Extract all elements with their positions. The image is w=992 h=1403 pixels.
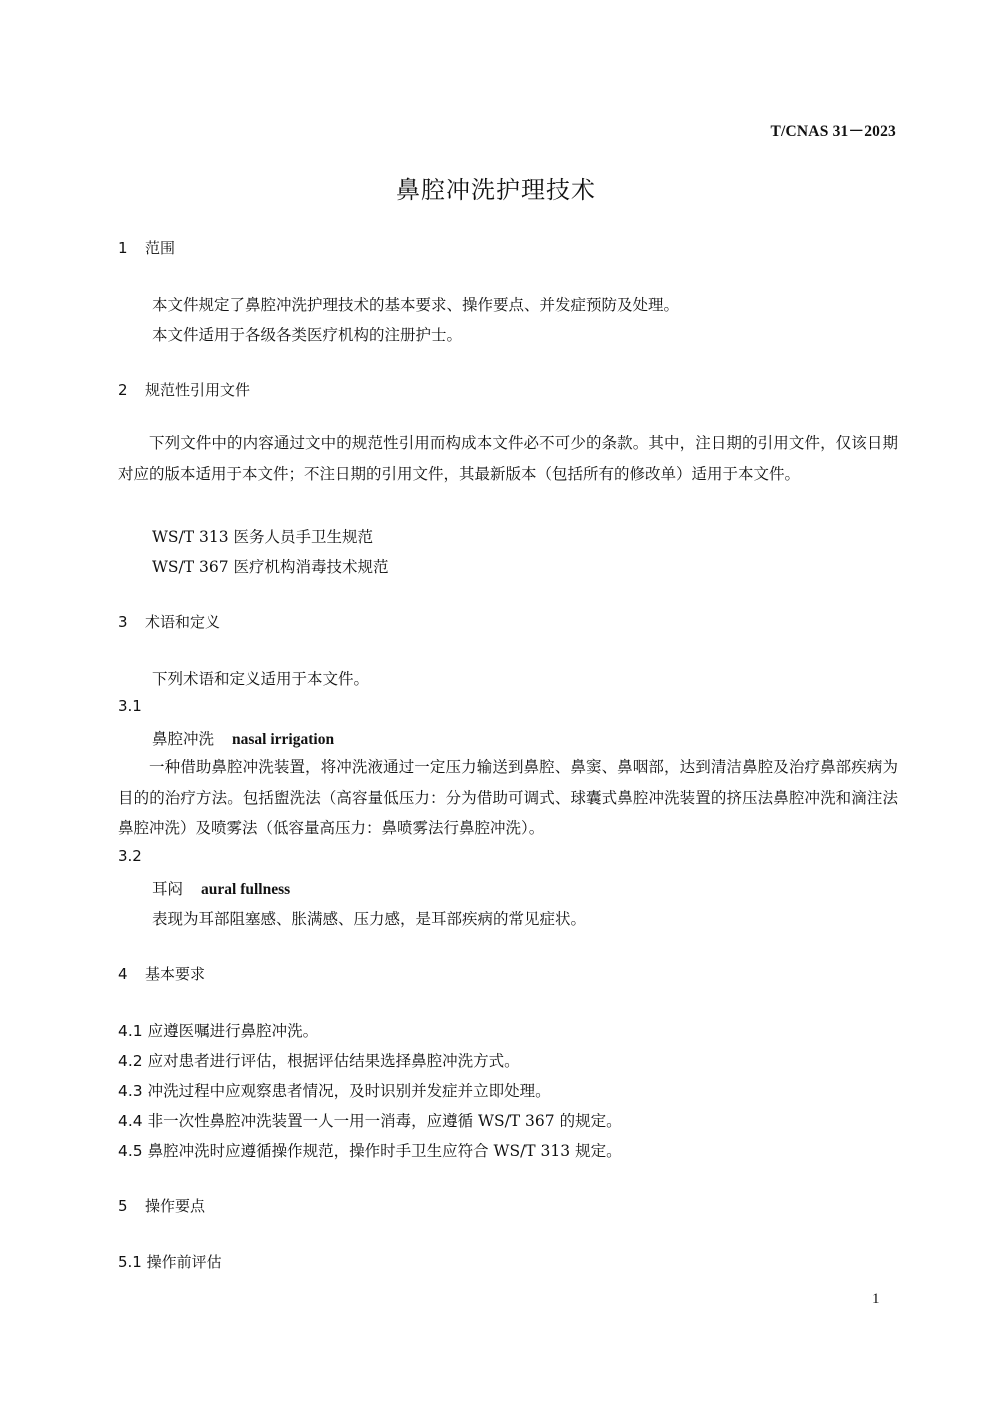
section-3-heading — [118, 611, 220, 632]
term-3-1-title — [152, 727, 334, 749]
requirement-number: 4.1 — [118, 1022, 143, 1040]
reference-ws-t-313: WS/T 313 医务人员手卫生规范 — [152, 528, 374, 546]
section-number: 2 — [118, 381, 128, 399]
requirement-text: 鼻腔冲洗时应遵循操作规范，操作时手卫生应符合 WS/T 313 规定。 — [147, 1142, 622, 1160]
section-number: 1 — [118, 239, 128, 257]
term-english: nasal irrigation — [232, 731, 335, 748]
section-5-heading — [118, 1195, 205, 1216]
requirement-number: 4.4 — [118, 1112, 143, 1130]
reference-ws-t-367: WS/T 367 医疗机构消毒技术规范 — [152, 558, 389, 576]
section-2-paragraph: 下列文件中的内容通过文中的规范性引用而构成本文件必不可少的条款。其中，注日期的引用文件，仅该日期对应的版本适用于本文件；不注日期的引用文件，其最新版本（包括所有的修改单）适用于本文件。 — [118, 434, 898, 483]
requirement-4-5 — [118, 1139, 622, 1161]
section-title: 术语和定义 — [145, 613, 221, 631]
requirement-4-2 — [118, 1049, 520, 1071]
document-code: T/CNAS 31－2023 — [770, 123, 896, 140]
term-3-2-definition: 表现为耳部阻塞感、胀满感、压力感，是耳部疾病的常见症状。 — [152, 910, 587, 928]
requirement-number: 4.5 — [118, 1142, 143, 1160]
section-title: 范围 — [145, 239, 176, 257]
document-title: 鼻腔冲洗护理技术 — [396, 176, 596, 204]
requirement-4-4 — [118, 1109, 622, 1131]
term-chinese: 耳闷 — [152, 880, 184, 898]
requirement-text: 非一次性鼻腔冲洗装置一人一用一消毒，应遵循 WS/T 367 的规定。 — [147, 1112, 622, 1130]
requirement-text: 冲洗过程中应观察患者情况，及时识别并发症并立即处理。 — [147, 1082, 551, 1100]
requirement-number: 4.2 — [118, 1052, 143, 1070]
section-number: 4 — [118, 965, 128, 983]
section-1-heading — [118, 237, 175, 258]
requirement-text: 应遵医嘱进行鼻腔冲洗。 — [147, 1022, 319, 1040]
requirement-4-3 — [118, 1079, 551, 1101]
term-chinese: 鼻腔冲洗 — [152, 730, 215, 748]
subsection-title: 操作前评估 — [146, 1253, 222, 1271]
term-english: aural fullness — [201, 881, 291, 898]
subsection-5-1-heading — [118, 1251, 222, 1272]
section-title: 操作要点 — [145, 1197, 206, 1215]
term-3-1-definition: 一种借助鼻腔冲洗装置，将冲洗液通过一定压力输送到鼻腔、鼻窦、鼻咽部，达到清洁鼻腔及治疗鼻部疾病为目的的治疗方法。包括盥洗法（高容量低压力：分为借助可调式、球囊式鼻腔冲洗装置的挤压法鼻腔冲洗和滴注法鼻腔冲洗）及喷雾法（低容量高压力：鼻喷雾法行鼻腔冲洗）。 — [118, 758, 898, 837]
requirement-4-1 — [118, 1019, 318, 1041]
term-3-1-number: 3.1 — [118, 697, 142, 715]
section-3-intro: 下列术语和定义适用于本文件。 — [152, 670, 370, 688]
subsection-number: 5.1 — [118, 1253, 142, 1271]
requirement-number: 4.3 — [118, 1082, 143, 1100]
section-1-paragraph-2: 本文件适用于各级各类医疗机构的注册护士。 — [152, 326, 463, 344]
section-2-heading — [118, 379, 250, 400]
section-title: 基本要求 — [145, 965, 206, 983]
section-title: 规范性引用文件 — [145, 381, 251, 399]
term-3-2-title — [152, 877, 290, 899]
requirement-text: 应对患者进行评估，根据评估结果选择鼻腔冲洗方式。 — [147, 1052, 520, 1070]
section-number: 5 — [118, 1197, 128, 1215]
section-1-paragraph-1: 本文件规定了鼻腔冲洗护理技术的基本要求、操作要点、并发症预防及处理。 — [152, 296, 680, 314]
section-4-heading — [118, 963, 205, 984]
page-number: 1 — [872, 1291, 880, 1307]
section-number: 3 — [118, 613, 128, 631]
term-3-2-number: 3.2 — [118, 847, 142, 865]
